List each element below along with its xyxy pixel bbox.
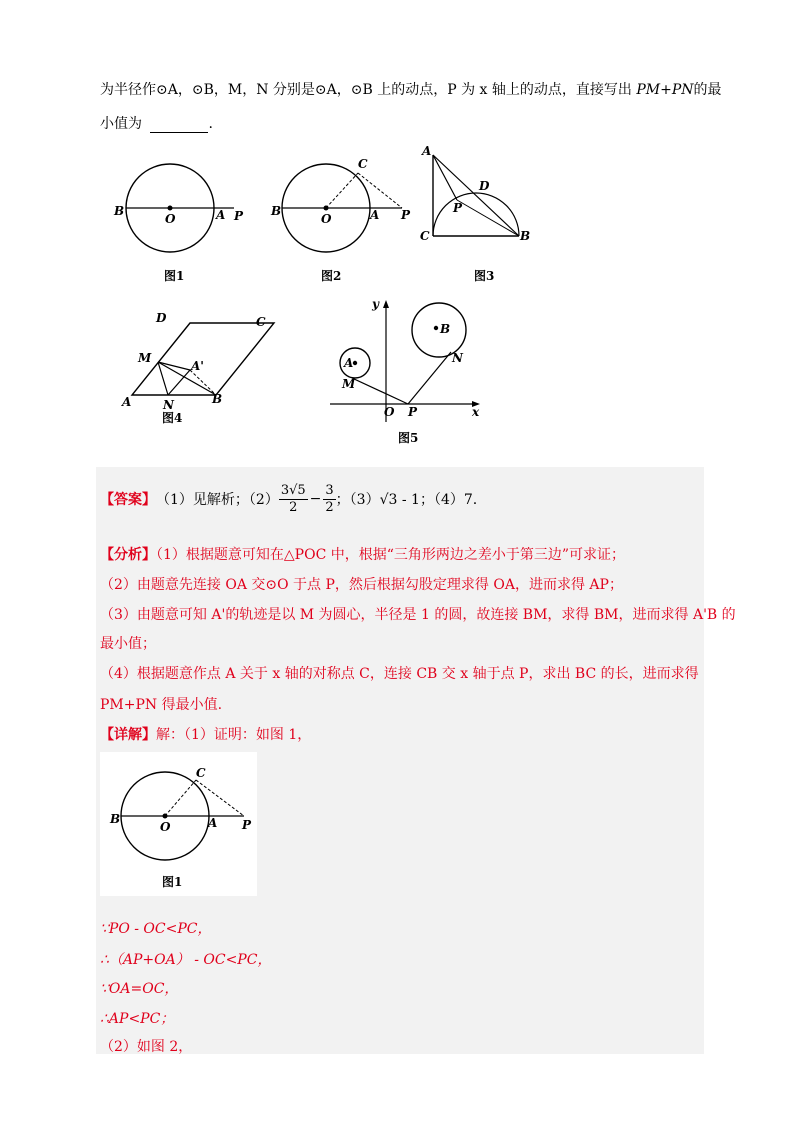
fig2-oc-dashed <box>326 173 358 208</box>
figure-1 <box>113 164 244 283</box>
fig3-ap <box>433 155 457 200</box>
analysis-line-4: 最小值； <box>100 636 156 652</box>
fig5-label-p: P <box>408 405 418 419</box>
analysis-text-1: （1）根据题意可知在△POC 中，根据“三角形两边之差小于第三边”可求证； <box>156 547 626 563</box>
fig4-label-a: A <box>122 395 132 409</box>
fig4-label-d: D <box>156 311 167 325</box>
dfig1-label-p: P <box>242 818 252 832</box>
fig1-label-o: O <box>165 212 176 226</box>
dfig1-label-a: A <box>208 816 218 830</box>
analysis-line-2: （2）由题意先连接 OA 交⊙O 于点 P，然后根据勾股定理求得 OA，进而求得 AP； <box>100 577 623 593</box>
detail-step-5: （2）如图 2， <box>100 1039 193 1055</box>
detail-figure-frame <box>100 752 257 896</box>
fig3-label-d: D <box>479 179 490 193</box>
answer-minus: − <box>309 491 322 507</box>
answer-part3: ；（3）√3 - 1；（4）7. <box>335 492 478 508</box>
intro-line-1 <box>100 79 721 99</box>
answer-blank <box>150 118 208 133</box>
fig1-label-p: P <box>234 209 244 223</box>
detail-step-4: ∴AP<PC； <box>100 1011 175 1027</box>
detail-step-1: ∵PO - OC<PC， <box>100 921 212 937</box>
fig4-label-n: N <box>163 398 174 412</box>
detail-figure-1 <box>100 752 257 896</box>
answer-part1: （1）见解析；（2） <box>156 492 279 508</box>
analysis-line-1 <box>100 544 625 564</box>
fig2-center-dot <box>324 206 329 211</box>
fig2-caption: 图2 <box>321 269 342 283</box>
intro-line-1-suffix: 的最 <box>693 82 722 98</box>
dfig1-oc-dashed <box>165 780 196 816</box>
fig3-label-a: A <box>422 144 432 158</box>
figure-3 <box>420 144 530 283</box>
fig4-ma1 <box>158 362 190 370</box>
fig2-label-b: B <box>271 204 282 218</box>
detail-line-intro <box>100 724 311 744</box>
fig3-caption: 图3 <box>474 269 495 283</box>
fig3-pb <box>457 200 519 236</box>
answer-tag: 【答案】 <box>100 492 156 508</box>
fig3-ab <box>433 155 519 236</box>
fig5-pm <box>352 378 408 404</box>
fig2-cp-dashed <box>358 173 402 208</box>
intro-line-2-suffix: . <box>208 116 213 132</box>
fig2-label-c: C <box>358 157 368 171</box>
fig5-center-b <box>434 326 438 330</box>
detail-tag: 【详解】 <box>100 727 156 743</box>
detail-intro: 解：（1）证明：如图 1， <box>156 727 312 743</box>
fig4-label-m: M <box>138 351 152 365</box>
fig3-label-b: B <box>520 229 531 243</box>
fig5-circle-b <box>412 303 466 357</box>
analysis-line-6: PM+PN 得最小值. <box>100 697 223 713</box>
fig2-label-p: P <box>401 208 411 222</box>
fig5-caption: 图5 <box>398 431 419 445</box>
fig5-label-n: N <box>452 351 463 365</box>
answer-frac2-den: 2 <box>325 499 334 515</box>
figure-5 <box>324 292 494 448</box>
fig3-label-c: C <box>420 229 430 243</box>
dfig1-label-c: C <box>196 766 206 780</box>
analysis-tag: 【分析】 <box>100 547 156 563</box>
figure-4 <box>116 300 286 430</box>
fig3-semicircle <box>433 193 519 236</box>
intro-line-1-text: 为半径作⊙A，⊙B，M，N 分别是⊙A，⊙B 上的动点，P 为 x 轴上的动点，直接写出 <box>100 82 632 98</box>
fig1-label-b: B <box>114 204 125 218</box>
intro-pmpn: PM+PN <box>636 82 694 98</box>
fig1-caption: 图1 <box>164 269 185 283</box>
fig4-label-c: C <box>256 315 266 329</box>
dfig1-label-o: O <box>160 820 171 834</box>
fig5-label-a: A <box>344 356 354 370</box>
analysis-line-5: （4）根据题意作点 A 关于 x 轴的对称点 C，连接 CB 交 x 轴于点 P，求出 BC 的长，进而求得 <box>100 666 699 682</box>
fig3-label-p: P <box>453 201 463 215</box>
fig5-label-x: x <box>472 405 480 419</box>
figure-row-1 <box>100 140 540 290</box>
fig1-center-dot <box>168 206 173 211</box>
fig2-label-o: O <box>321 212 332 226</box>
answer-frac1-num: 3√5 <box>280 482 306 498</box>
dfig1-label-b: B <box>110 812 121 826</box>
detail-step-2: ∴（AP+OA） - OC<PC， <box>100 952 272 968</box>
detail-step-3: ∵OA=OC， <box>100 981 179 997</box>
fig5-label-y: y <box>372 297 379 311</box>
answer-frac1-den: 2 <box>289 499 298 515</box>
dfig1-center-dot <box>163 814 168 819</box>
intro-line-2 <box>100 113 213 133</box>
fig5-pn <box>408 352 451 404</box>
fig5-label-o: O <box>384 405 395 419</box>
analysis-line-3: （3）由题意可知 A'的轨迹是以 M 为圆心，半径是 1 的圆，故连接 BM，求得 BM，进而求得 A'B 的 <box>100 607 736 623</box>
fig4-label-b: B <box>212 392 223 406</box>
fig4-label-a-prime: A' <box>191 359 204 373</box>
intro-line-2-text: 小值为 <box>100 116 142 132</box>
answer-fraction-2 <box>323 483 335 516</box>
fig5-label-m: M <box>342 377 356 391</box>
answer-frac2-num: 3 <box>325 482 334 498</box>
dfig1-cp-dashed <box>196 780 244 816</box>
fig5-center-a <box>353 361 357 365</box>
fig5-y-arrow <box>383 300 389 308</box>
fig5-label-b: B <box>440 322 451 336</box>
fig1-label-a: A <box>216 208 226 222</box>
answer-line <box>100 474 477 524</box>
fig4-caption: 图4 <box>162 411 183 425</box>
dfig1-caption: 图1 <box>162 875 183 889</box>
answer-fraction-1 <box>279 483 308 516</box>
figure-2 <box>270 157 411 283</box>
fig2-label-a: A <box>370 208 380 222</box>
